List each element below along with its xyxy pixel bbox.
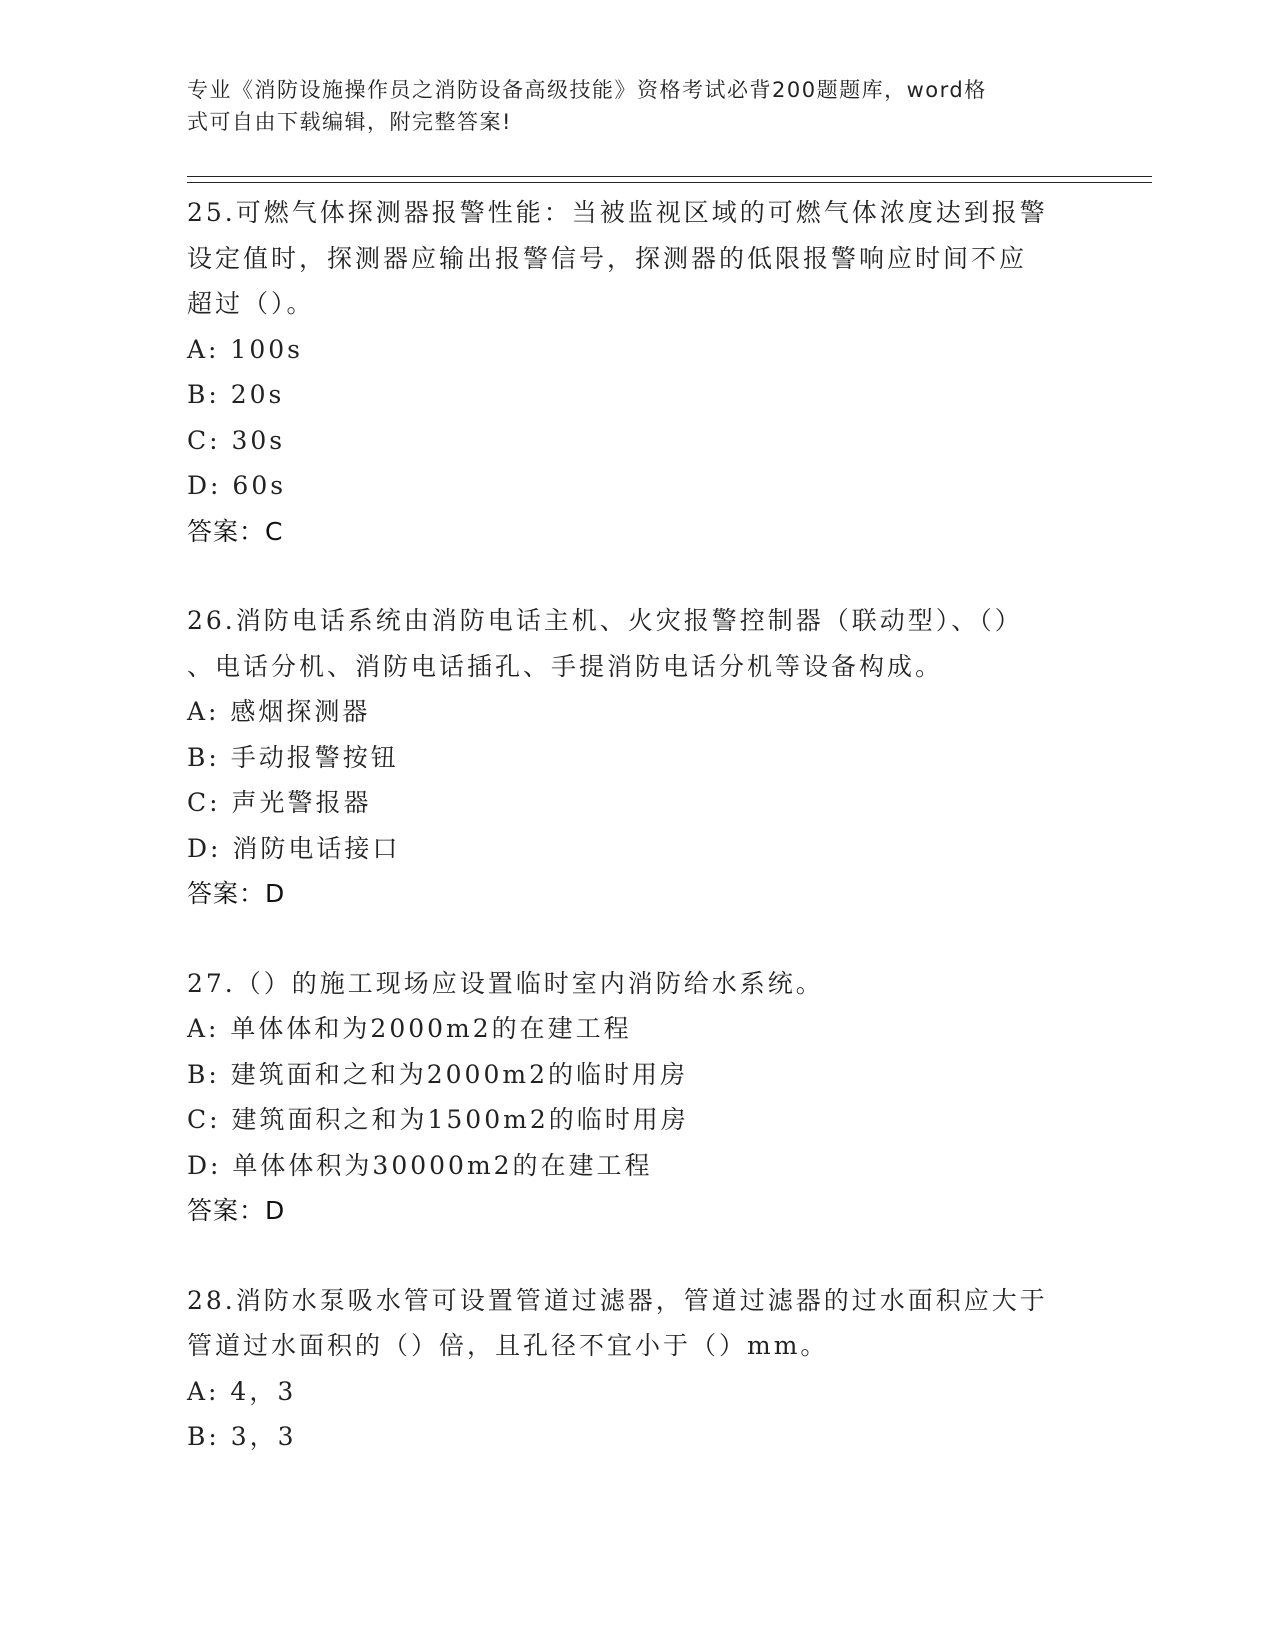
option-a: A: 单体体和为2000m2的在建工程 [187, 1014, 632, 1043]
header-line-2: 式可自由下载编辑，附完整答案! [187, 110, 512, 134]
header-divider-top [187, 176, 1152, 177]
option-b: B: 建筑面和之和为2000m2的临时用房 [187, 1059, 688, 1089]
option-c: C: 30s [187, 425, 286, 455]
option-a: A: 感烟探测器 [187, 697, 371, 726]
question-text: 25.可燃气体探测器报警性能：当被监视区域的可燃气体浓度达到报警 [187, 198, 1048, 227]
header-divider-bottom [187, 182, 1152, 183]
question-28 [187, 1278, 1087, 1460]
question-text: 管道过水面积的（）倍，且孔径不宜小于（）mm。 [187, 1331, 829, 1360]
question-26 [187, 598, 1087, 917]
option-b: B: 3，3 [187, 1422, 297, 1451]
question-27 [187, 961, 1087, 1234]
header-line-1: 专业《消防设施操作员之消防设备高级技能》资格考试必背200题题库，word格 [187, 78, 987, 102]
question-text: 27.（）的施工现场应设置临时室内消防给水系统。 [187, 968, 824, 998]
option-d: D: 消防电话接口 [187, 833, 401, 863]
question-text: 26.消防电话系统由消防电话主机、火灾报警控制器（联动型）、（） [187, 606, 1023, 635]
answer-line: 答案：D [187, 1196, 286, 1225]
option-b: B: 手动报警按钮 [187, 742, 399, 772]
question-25 [187, 190, 1087, 554]
answer-line: 答案：D [187, 879, 286, 908]
question-text: 设定值时，探测器应输出报警信号，探测器的低限报警响应时间不应 [187, 243, 1028, 273]
option-b: B: 20s [187, 380, 285, 409]
option-c: C: 建筑面积之和为1500m2的临时用房 [187, 1105, 689, 1134]
question-text: 超过（）。 [187, 289, 315, 318]
question-text: 、电话分机、消防电话插孔、手提消防电话分机等设备构成。 [187, 651, 944, 681]
answer-line: 答案：C [187, 516, 284, 546]
option-d: D: 60s [187, 471, 287, 500]
option-a: A: 4，3 [187, 1376, 297, 1406]
option-d: D: 单体体积为30000m2的在建工程 [187, 1150, 653, 1180]
question-list [187, 190, 1087, 1504]
question-text: 28.消防水泵吸水管可设置管道过滤器，管道过滤器的过水面积应大于 [187, 1285, 1048, 1315]
document-header [187, 74, 1067, 138]
option-c: C: 声光警报器 [187, 788, 372, 817]
option-a: A: 100s [187, 334, 303, 364]
